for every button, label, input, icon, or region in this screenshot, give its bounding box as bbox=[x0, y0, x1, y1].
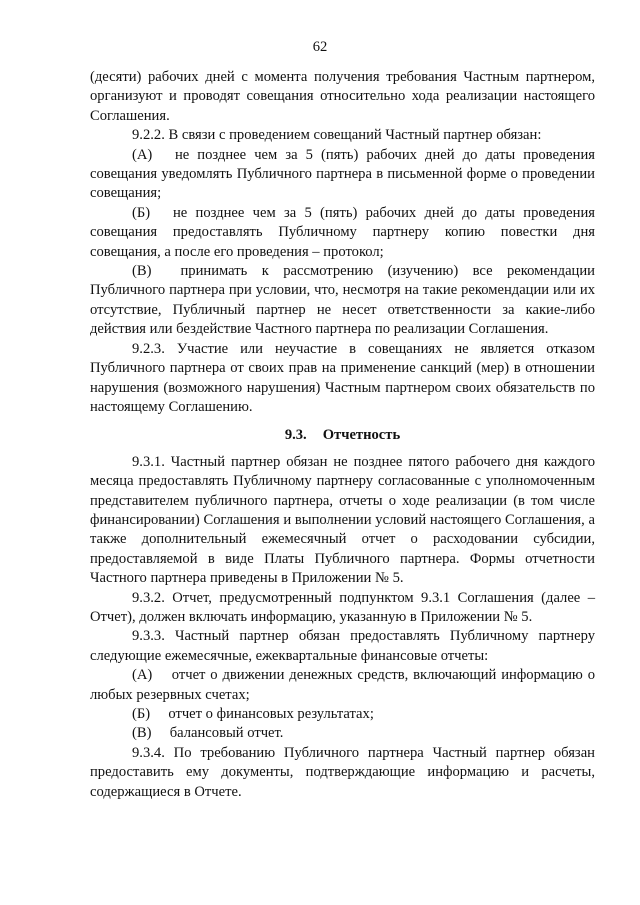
paragraph: (Б) не позднее чем за 5 (пять) рабочих дней до даты проведения совещания предоставлять Публичному партнеру копию повестки дня совещания, а после его проведения – протокол; bbox=[90, 204, 595, 260]
paragraph: (Б) отчет о финансовых результатах; bbox=[132, 706, 374, 722]
paragraph: 9.2.3. Участие или неучастие в совещаниях не является отказом Публичного партнера от своих прав на применение санкций (мер) в отношении нарушения (возможного нарушения) Частным партнером своих обязательств по настоящему Соглашению. bbox=[90, 340, 595, 415]
paragraph: (А) не позднее чем за 5 (пять) рабочих дней до даты проведения совещания уведомлять Публичного партнера в письменной форме о проведении совещания; bbox=[90, 146, 595, 202]
section-title: Отчетность bbox=[322, 427, 401, 444]
document-body bbox=[90, 68, 595, 802]
paragraph: (В) балансовый отчет. bbox=[132, 725, 284, 742]
paragraph: 9.2.2. В связи с проведением совещаний Частный партнер обязан: bbox=[132, 127, 542, 144]
paragraph: 9.3.3. Частный партнер обязан предоставлять Публичному партнеру следующие ежемесячные, ежеквартальные финансовые отчеты: bbox=[90, 628, 595, 664]
paragraph: (А) отчет о движении денежных средств, включающий информацию о любых резервных счетах; bbox=[90, 667, 595, 703]
paragraph: 9.3.1. Частный партнер обязан не позднее пятого рабочего дня каждого месяца предоставлять Публичному партнеру согласованные с уполномоченным представителем публичного партнера, отчеты о ходе реализации (в том числе финансировании) Соглашения и выполнении условий настоящего Соглашения, а также дополнительный ежемесячный отчет о расходовании субсидии, предоставляемой в виде Платы Публичного партнера. Формы отчетности Частного партнера приведены в Приложении № 5. bbox=[90, 453, 595, 587]
paragraph: (В) принимать к рассмотрению (изучению) все рекомендации Публичного партнера при условии, что, несмотря на такие рекомендации или их отсутствие, Публичный партнер не несет ответственности за какие-либо действия или бездействие Частного партнера по реализации Соглашения. bbox=[90, 263, 595, 338]
page-number: 62 bbox=[312, 39, 328, 55]
section-number: 9.3. bbox=[284, 427, 307, 444]
section-heading bbox=[90, 426, 595, 445]
paragraph: 9.3.2. Отчет, предусмотренный подпунктом 9.3.1 Соглашения (далее – Отчет), должен включать информацию, указанную в Приложении № 5. bbox=[90, 589, 595, 625]
paragraph: 9.3.4. По требованию Публичного партнера Частный партнер обязан предоставить ему документы, подтверждающие информацию и расчеты, содержащиеся в Отчете. bbox=[90, 744, 595, 800]
paragraph: (десяти) рабочих дней с момента получения требования Частным партнером, организуют и проводят совещания относительно хода реализации настоящего Соглашения. bbox=[90, 69, 595, 124]
